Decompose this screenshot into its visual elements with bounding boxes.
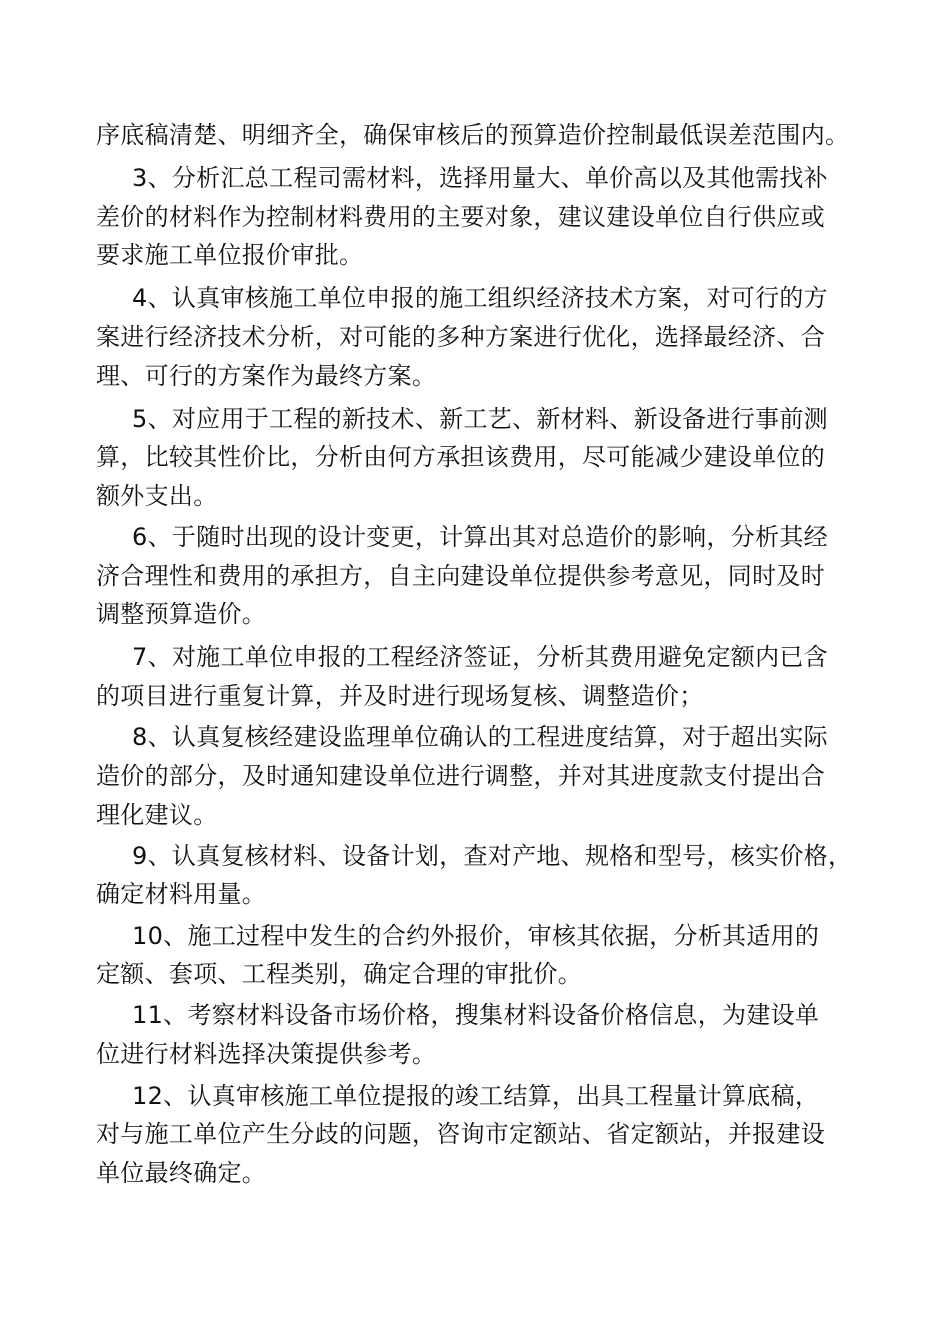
item-10-line-1: 10、施工过程中发生的合约外报价，审核其依据，分析其适用的 bbox=[132, 922, 820, 950]
text-line: 理化建议。 bbox=[96, 801, 218, 829]
item-11-line-1: 11、考察材料设备市场价格，搜集材料设备价格信息，为建设单 bbox=[132, 1001, 820, 1029]
text-line: 济合理性和费用的承担方，自主向建设单位提供参考意见，同时及时 bbox=[96, 562, 825, 590]
item-5-line-1: 5、对应用于工程的新技术、新工艺、新材料、新设备进行事前测 bbox=[132, 405, 828, 433]
item-3-line-1: 3、分析汇总工程司需材料，选择用量大、单价高以及其他需找补 bbox=[132, 164, 828, 192]
item-9-line-1: 9、认真复核材料、设备计划，查对产地、规格和型号，核实价格， bbox=[132, 842, 853, 870]
item-4-line-1: 4、认真审核施工单位申报的施工组织经济技术方案，对可行的方 bbox=[132, 284, 828, 312]
text-line: 算，比较其性价比，分析由何方承担该费用，尽可能减少建设单位的 bbox=[96, 443, 825, 471]
text-line: 造价的部分，及时通知建设单位进行调整，并对其进度款支付提出合 bbox=[96, 762, 825, 790]
text-line: 差价的材料作为控制材料费用的主要对象，建议建设单位自行供应或 bbox=[96, 203, 825, 231]
text-line: 的项目进行重复计算，并及时进行现场复核、调整造价； bbox=[96, 682, 704, 710]
text-line: 定额、套项、工程类别，确定合理的审批价。 bbox=[96, 960, 582, 988]
text-line: 额外支出。 bbox=[96, 482, 218, 510]
text-line: 要求施工单位报价审批。 bbox=[96, 241, 364, 269]
text-line: 理、可行的方案作为最终方案。 bbox=[96, 362, 437, 390]
text-line: 位进行材料选择决策提供参考。 bbox=[96, 1040, 437, 1068]
item-8-line-1: 8、认真复核经建设监理单位确认的工程进度结算，对于超出实际 bbox=[132, 723, 828, 751]
item-6-line-1: 6、于随时出现的设计变更，计算出其对总造价的影响，分析其经 bbox=[132, 523, 828, 551]
text-line: 案进行经济技术分析，对可能的多种方案进行优化，选择最经济、合 bbox=[96, 323, 825, 351]
item-12-line-1: 12、认真审核施工单位提报的竣工结算，出具工程量计算底稿， bbox=[132, 1082, 820, 1110]
text-line: 序底稿清楚、明细齐全，确保审核后的预算造价控制最低误差范围内。 bbox=[96, 121, 850, 149]
item-7-line-1: 7、对施工单位申报的工程经济签证，分析其费用避免定额内已含 bbox=[132, 643, 828, 671]
text-line: 单位最终确定。 bbox=[96, 1159, 267, 1187]
text-line: 对与施工单位产生分歧的问题，咨询市定额站、省定额站，并报建设 bbox=[96, 1120, 825, 1148]
text-line: 调整预算造价。 bbox=[96, 600, 267, 628]
text-line: 确定材料用量。 bbox=[96, 880, 267, 908]
